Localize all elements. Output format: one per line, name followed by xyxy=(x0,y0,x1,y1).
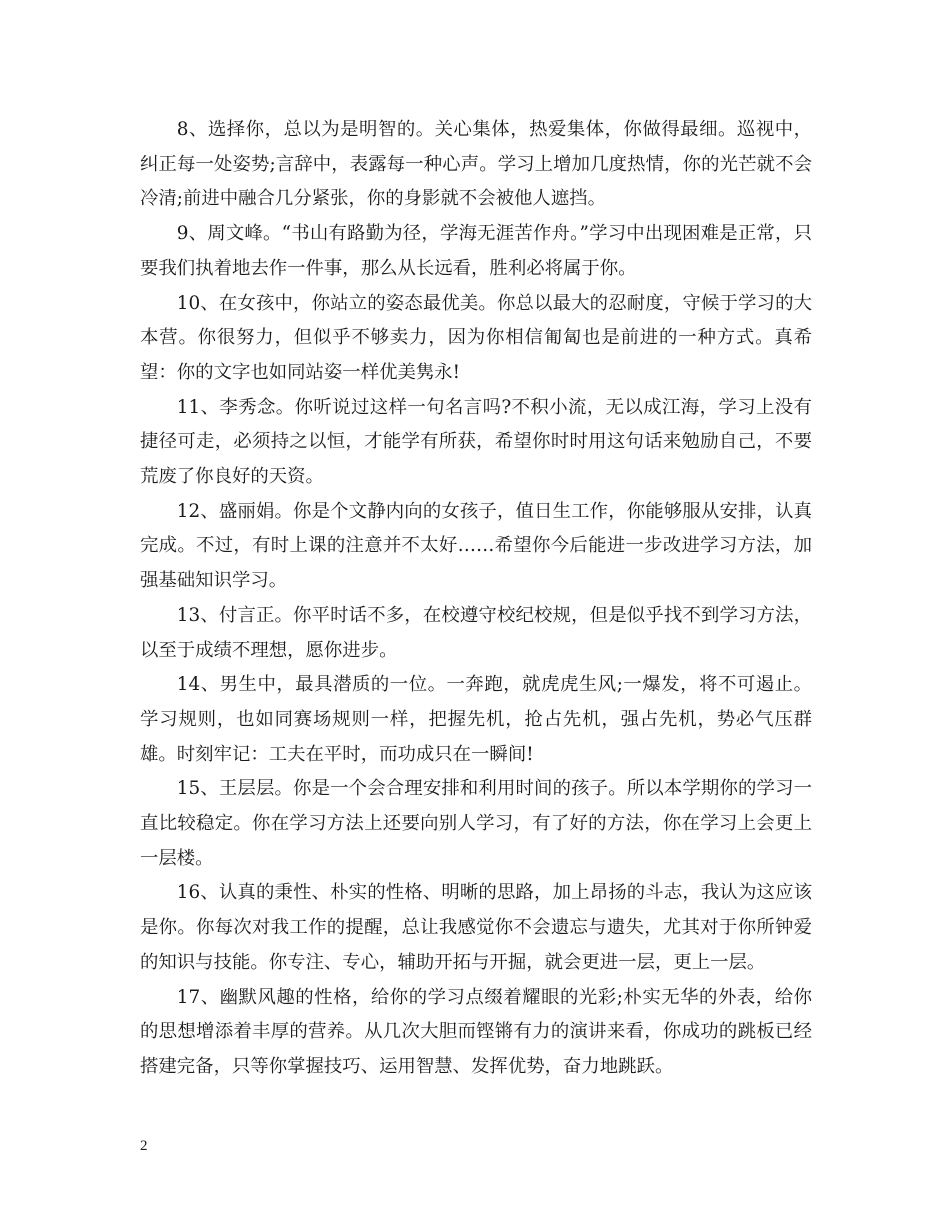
paragraph-9: 9、周文峰。“书山有路勤为径，学海无涯苦作舟。”学习中出现困难是正常，只要我们执着地去作一件事，那么从长远看，胜利必将属于你。 xyxy=(140,223,812,279)
paragraph-16: 16、认真的秉性、朴实的性格、明晰的思路，加上昂扬的斗志，我认为这应该是你。你每次对我工作的提醒，总让我感觉你不会遗忘与遗失，尤其对于你所钟爱的知识与技能。你专注、专心，辅助开拓与开掘，就会更进一层，更上一层。 xyxy=(140,882,812,973)
page-number: 2 xyxy=(140,1138,148,1154)
paragraph-10: 10、在女孩中，你站立的姿态最优美。你总以最大的忍耐度，守候于学习的大本营。你很努力，但似乎不够卖力，因为你相信匍匐也是前进的一种方式。真希望：你的文字也如同站姿一样优美隽永! xyxy=(140,292,812,383)
paragraph-11: 11、李秀念。你听说过这样一句名言吗?不积小流，无以成江海，学习上没有捷径可走，必须持之以恒，才能学有所获，希望你时时用这句话来勉励自己，不要荒废了你良好的天资。 xyxy=(140,396,812,488)
paragraph-17: 17、幽默风趣的性格，给你的学习点缀着耀眼的光彩;朴实无华的外表，给你的思想增添着丰厚的营养。从几次大胆而铿锵有力的演讲来看，你成功的跳板已经搭建完备，只等你掌握技巧、运用智慧、发挥优势，奋力地跳跃。 xyxy=(140,986,812,1077)
paragraph-13: 13、付言正。你平时话不多，在校遵守校纪校规，但是似乎找不到学习方法，以至于成绩不理想，愿你进步。 xyxy=(140,604,812,661)
paragraph-12: 12、盛丽娟。你是个文静内向的女孩子，值日生工作，你能够服从安排，认真完成。不过，有时上课的注意并不太好……希望你今后能进一步改进学习方法，加强基础知识学习。 xyxy=(140,500,812,592)
paragraph-14: 14、男生中，最具潜质的一位。一奔跑，就虎虎生风;一爆发，将不可遏止。学习规则，也如同赛场规则一样，把握先机，抢占先机，强占先机，势必气压群雄。时刻牢记：工夫在平时，而功成只在一瞬间! xyxy=(140,674,812,765)
paragraph-15: 15、王层层。你是一个会合理安排和利用时间的孩子。所以本学期你的学习一直比较稳定。你在学习方法上还要向别人学习，有了好的方法，你在学习上会更上一层楼。 xyxy=(140,778,812,869)
body-text xyxy=(140,113,812,1085)
paragraph-8: 8、选择你，总以为是明智的。关心集体，热爱集体，你做得最细。巡视中，纠正每一处姿势;言辞中，表露每一种心声。学习上增加几度热情，你的光芒就不会冷清;前进中融合几分紧张，你的身影就不会被他人遮挡。 xyxy=(140,119,812,210)
